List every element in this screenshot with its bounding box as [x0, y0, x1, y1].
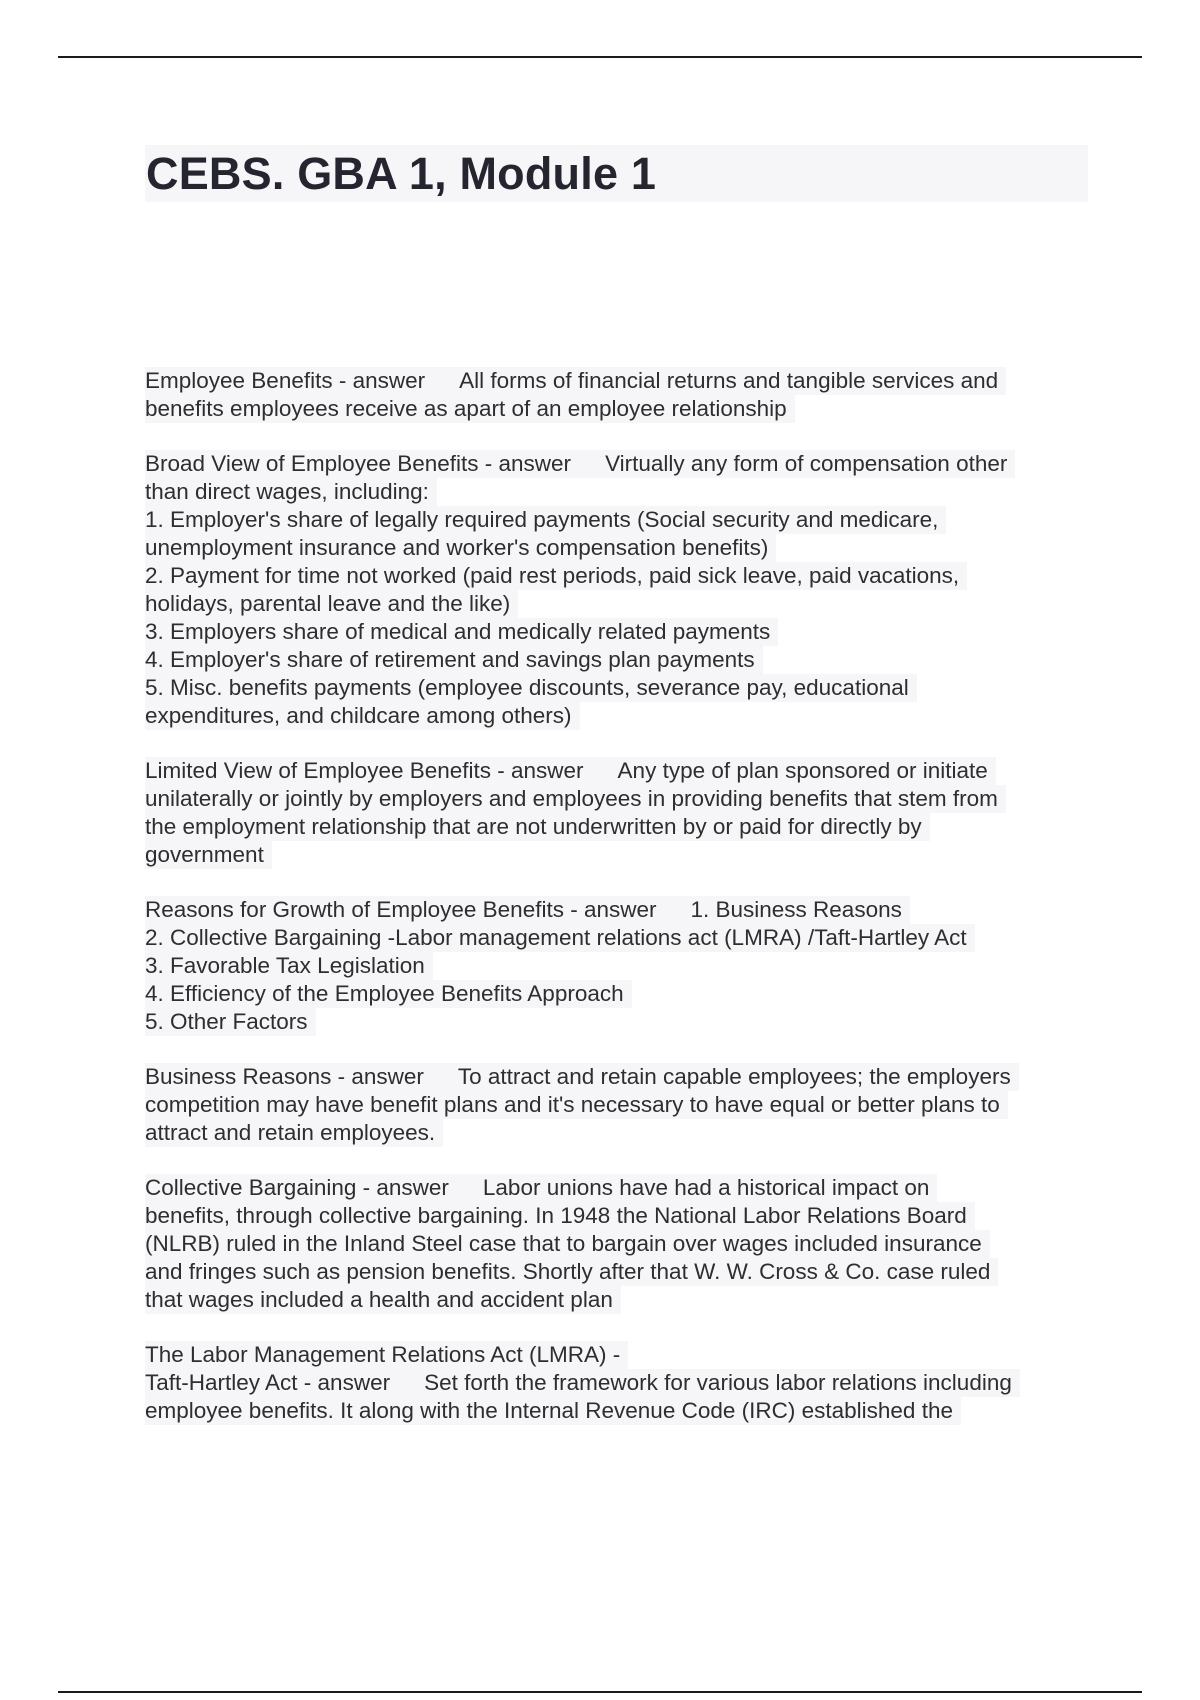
- flashcard-answer: 1. Business Reasons: [690, 897, 902, 922]
- flashcard-line-text: [145, 367, 1006, 395]
- flashcard-answer: Labor unions have had a historical impact on: [482, 1175, 930, 1200]
- flashcard-text: 3. Employers share of medical and medically related payments: [145, 619, 771, 644]
- flashcard: [145, 367, 1105, 423]
- flashcard-term: Limited View of Employee Benefits - answer: [145, 758, 584, 783]
- flashcard-line-text: [145, 1230, 990, 1258]
- flashcard-line-text: [145, 896, 910, 924]
- flashcard: [145, 1063, 1105, 1147]
- flashcard-term: Broad View of Employee Benefits - answer: [145, 451, 572, 476]
- flashcard-line: [145, 590, 1105, 618]
- flashcard-term: Collective Bargaining - answer: [145, 1175, 449, 1200]
- flashcard-line: [145, 646, 1105, 674]
- flashcard-line-text: [145, 534, 776, 562]
- flashcard-line: [145, 980, 1105, 1008]
- flashcard-line: [145, 478, 1105, 506]
- flashcard: [145, 1174, 1105, 1314]
- flashcard-line-text: [145, 1369, 1020, 1397]
- flashcard-text: (NLRB) ruled in the Inland Steel case that to bargain over wages included insurance: [145, 1231, 982, 1256]
- flashcard-text: 5. Misc. benefits payments (employee discounts, severance pay, educational: [145, 675, 909, 700]
- flashcard-line-text: [145, 562, 967, 590]
- flashcard-line-text: [145, 590, 518, 618]
- flashcard-line-text: [145, 952, 433, 980]
- bottom-rule: [58, 1691, 1142, 1693]
- flashcard-text: unilaterally or jointly by employers and employees in providing benefits that stem from: [145, 786, 998, 811]
- flashcard-line: [145, 395, 1105, 423]
- flashcard-text: 5. Other Factors: [145, 1009, 308, 1034]
- flashcard-line: [145, 506, 1105, 534]
- flashcard-line-text: [145, 395, 795, 423]
- flashcard-line: [145, 1258, 1105, 1286]
- flashcard-term: Business Reasons - answer: [145, 1064, 424, 1089]
- flashcard-line: [145, 562, 1105, 590]
- flashcard-line: [145, 757, 1105, 785]
- flashcard-line-text: [145, 1008, 316, 1036]
- flashcard-term: Taft-Hartley Act - answer: [145, 1370, 391, 1395]
- flashcard-line-text: [145, 757, 996, 785]
- flashcard-line-text: [145, 1063, 1019, 1091]
- flashcard-line-text: [145, 646, 763, 674]
- flashcard: [145, 896, 1105, 1036]
- flashcard-line: [145, 1230, 1105, 1258]
- flashcard-line: [145, 1369, 1105, 1397]
- flashcard-text: government: [145, 842, 264, 867]
- flashcard-line: [145, 924, 1105, 952]
- flashcard-line-text: [145, 841, 272, 869]
- flashcard-line: [145, 1397, 1105, 1425]
- flashcard-text: benefits, through collective bargaining. In 1948 the National Labor Relations Board: [145, 1203, 967, 1228]
- flashcard-term: Employee Benefits - answer: [145, 368, 426, 393]
- flashcard-line-text: [145, 1258, 998, 1286]
- flashcard-line: [145, 450, 1105, 478]
- flashcard-line: [145, 702, 1105, 730]
- flashcard-answer: Set forth the framework for various labor relations including: [424, 1370, 1012, 1395]
- flashcard-line: [145, 674, 1105, 702]
- flashcard-term: Reasons for Growth of Employee Benefits - answer: [145, 897, 657, 922]
- flashcard-line-text: [145, 813, 930, 841]
- flashcard-line: [145, 618, 1105, 646]
- flashcard: [145, 757, 1105, 869]
- flashcard-text: that wages included a health and accident plan: [145, 1287, 613, 1312]
- top-rule: [58, 56, 1142, 58]
- flashcard-line: [145, 1286, 1105, 1314]
- flashcard-line: [145, 367, 1105, 395]
- flashcard-text: 2. Collective Bargaining -Labor management relations act (LMRA) /Taft-Hartley Act: [145, 925, 967, 950]
- flashcard: [145, 1341, 1105, 1425]
- flashcard-line-text: [145, 674, 917, 702]
- flashcard-answer: All forms of financial returns and tangible services and: [459, 368, 999, 393]
- flashcard-text: 4. Efficiency of the Employee Benefits Approach: [145, 981, 624, 1006]
- flashcard-text: The Labor Management Relations Act (LMRA) -: [145, 1342, 621, 1367]
- flashcard-line-text: [145, 506, 946, 534]
- flashcard-text: 1. Employer's share of legally required payments (Social security and medicare,: [145, 507, 939, 532]
- flashcard-line: [145, 841, 1105, 869]
- flashcard-text: expenditures, and childcare among others): [145, 703, 572, 728]
- flashcard-line-text: [145, 450, 1015, 478]
- flashcard: [145, 450, 1105, 730]
- flashcard-line: [145, 1063, 1105, 1091]
- flashcard-line-text: [145, 1091, 1008, 1119]
- flashcard-line-text: [145, 618, 778, 646]
- flashcard-text: competition may have benefit plans and it's necessary to have equal or better plans to: [145, 1092, 1000, 1117]
- flashcard-line-text: [145, 702, 580, 730]
- document-title: CEBS. GBA 1, Module 1: [146, 148, 657, 199]
- flashcard-text: and fringes such as pension benefits. Shortly after that W. W. Cross & Co. case ruled: [145, 1259, 991, 1284]
- flashcard-text: the employment relationship that are not underwritten by or paid for directly by: [145, 814, 922, 839]
- flashcard-line-text: [145, 785, 1006, 813]
- flashcard-answer: Virtually any form of compensation other: [605, 451, 1008, 476]
- flashcard-line: [145, 1202, 1105, 1230]
- flashcard-line-text: [145, 980, 632, 1008]
- flashcard-text: 3. Favorable Tax Legislation: [145, 953, 425, 978]
- flashcard-line: [145, 1119, 1105, 1147]
- flashcard-line-text: [145, 1119, 443, 1147]
- flashcard-line-text: [145, 478, 437, 506]
- flashcard-text: 4. Employer's share of retirement and savings plan payments: [145, 647, 755, 672]
- flashcard-line-text: [145, 1174, 937, 1202]
- flashcard-text: attract and retain employees.: [145, 1120, 436, 1145]
- flashcard-line-text: [145, 1286, 621, 1314]
- flashcard-line: [145, 1008, 1105, 1036]
- flashcard-line-text: [145, 1341, 628, 1369]
- flashcard-list: [145, 367, 1105, 1452]
- flashcard-line: [145, 1174, 1105, 1202]
- flashcard-line-text: [145, 1202, 975, 1230]
- flashcard-answer: Any type of plan sponsored or initiate: [617, 758, 988, 783]
- flashcard-text: benefits employees receive as apart of an employee relationship: [145, 396, 787, 421]
- flashcard-line: [145, 1341, 1105, 1369]
- flashcard-line-text: [145, 1397, 961, 1425]
- flashcard-text: employee benefits. It along with the Internal Revenue Code (IRC) established the: [145, 1398, 953, 1423]
- flashcard-text: 2. Payment for time not worked (paid rest periods, paid sick leave, paid vacations,: [145, 563, 960, 588]
- flashcard-text: than direct wages, including:: [145, 479, 429, 504]
- flashcard-text: unemployment insurance and worker's compensation benefits): [145, 535, 769, 560]
- flashcard-line: [145, 952, 1105, 980]
- flashcard-text: holidays, parental leave and the like): [145, 591, 511, 616]
- flashcard-line: [145, 534, 1105, 562]
- flashcard-line: [145, 785, 1105, 813]
- flashcard-line: [145, 1091, 1105, 1119]
- flashcard-line: [145, 896, 1105, 924]
- flashcard-line: [145, 813, 1105, 841]
- flashcard-line-text: [145, 924, 975, 952]
- flashcard-answer: To attract and retain capable employees; the employers: [457, 1064, 1011, 1089]
